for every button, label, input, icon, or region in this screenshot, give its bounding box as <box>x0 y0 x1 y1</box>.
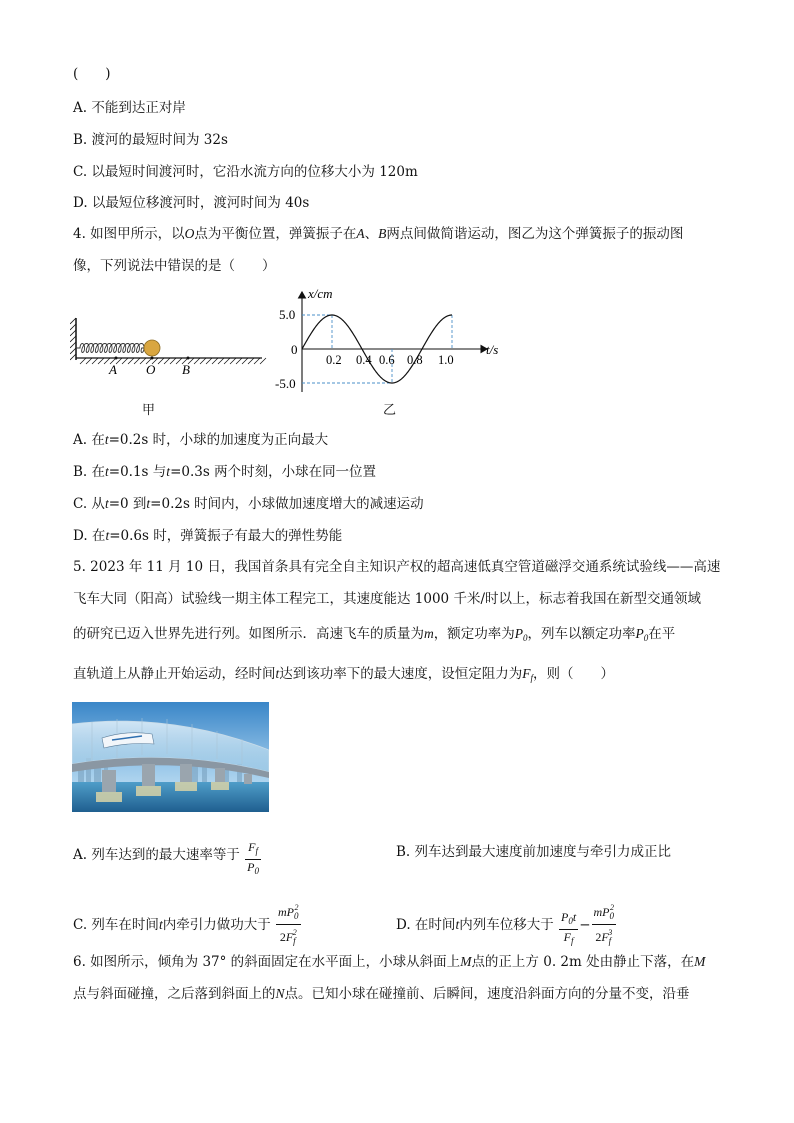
tick-label-0.8: 0.8 <box>407 353 423 367</box>
point-b <box>187 357 190 360</box>
q3-option-d: D. 以最短位移渡河时，渡河时间为 40s <box>73 195 310 211</box>
spring <box>76 344 144 353</box>
y-axis-label: x/cm <box>308 286 333 301</box>
tick-label-0.6: 0.6 <box>379 353 395 367</box>
label-b: B <box>182 362 190 377</box>
q5-stem-line2: 飞车大同（阳高）试验线一期主体工程完工，其速度能达 1000 千米/时以上，标志着我国在新型交通领域 <box>73 591 701 607</box>
wall-hatching <box>70 318 76 360</box>
origin-label: 0 <box>291 342 298 357</box>
q5-option-d: D. 在时间t内列车位移大于 $\frac{P_0t}{F_f}$ − $\frac{mP_0^2}{2F_f^3}$ <box>396 900 617 949</box>
figure-caption-jia: 甲 <box>142 403 156 418</box>
floor-hatching <box>80 358 266 364</box>
maglev-train-photo <box>72 702 269 812</box>
fraction-mp0sq-over-2ffsq: $\frac{mP_0^2}{2F_f^2}$ <box>276 900 301 949</box>
q5-stem-line3: 的研究已迈入世界先进行列。如图所示．高速飞车的质量为m，额定功率为$P_0$，列车以额定功率$P_0$在平 <box>73 626 676 643</box>
q3-option-b: B. 渡河的最短时间为 32s <box>73 132 228 148</box>
q4-option-a: A. 在t=0.2s 时，小球的加速度为正向最大 <box>73 432 329 448</box>
figure-caption-yi: 乙 <box>383 403 397 418</box>
label-a: A <box>109 362 117 377</box>
q5-stem-line1: 5. 2023 年 11 月 10 日，我国首条具有完全自主知识产权的超高速低真空管道磁浮交通系统试验线——高速 <box>73 559 721 575</box>
q4-option-b: B. 在t=0.1s 与t=0.3s 两个时刻，小球在同一位置 <box>73 464 377 480</box>
point-a <box>115 357 118 360</box>
q3-bracket: ( ) <box>73 66 111 82</box>
q4-option-c: C. 从t=0 到t=0.2s 时间内，小球做加速度增大的减速运动 <box>73 496 424 512</box>
point-o <box>151 357 154 360</box>
q4-stem-line1: 4. 如图甲所示，以O点为平衡位置，弹簧振子在A、B两点间做简谐运动，图乙为这个弹簧振子的振动图 <box>73 226 684 242</box>
tick-label-0.4: 0.4 <box>356 353 372 367</box>
q5-option-a: A. 列车达到的最大速率等于 $\frac{F_f}{P_0}$ <box>73 840 262 879</box>
q3-option-a: A. 不能到达正对岸 <box>73 100 186 116</box>
fraction-ff-over-p0: $\frac{F_f}{P_0}$ <box>247 840 259 876</box>
ball <box>144 340 160 356</box>
q5-option-b: B. 列车达到最大速度前加速度与牵引力成正比 <box>396 844 672 860</box>
tick-label-5: 5.0 <box>279 307 296 322</box>
tick-label-0.2: 0.2 <box>326 353 342 367</box>
q4-option-d: D. 在t=0.6s 时，弹簧振子有最大的弹性势能 <box>73 528 343 544</box>
vibration-graph <box>272 284 512 396</box>
tick-label-minus5: -5.0 <box>275 376 296 391</box>
spring-oscillator-figure <box>70 312 270 382</box>
x-axis-label: t/s <box>486 342 499 357</box>
q5-stem-line4: 直轨道上从静止开始运动，经时间t达到该功率下的最大速度，设恒定阻力为$F_f$，则（ ） <box>73 666 615 683</box>
tick-label-1.0: 1.0 <box>438 353 454 367</box>
q6-stem-line2: 点与斜面碰撞，之后落到斜面上的N点。已知小球在碰撞前、后瞬间，速度沿斜面方向的分量不变，沿垂 <box>73 986 690 1002</box>
q4-stem-line2: 像，下列说法中错误的是（ ） <box>73 258 276 274</box>
q5-option-c: C. 列车在时间t内牵引力做功大于 $\frac{mP_0^2}{2F_f^2}$ <box>73 900 302 949</box>
fraction-mp0sq-over-2ffcube: $\frac{mP_0^2}{2F_f^3}$ <box>592 900 617 949</box>
label-o: O <box>146 362 156 377</box>
fraction-p0t-over-ff: $\frac{P_0t}{F_f}$ <box>561 910 577 946</box>
q6-stem-line1: 6. 如图所示，倾角为 37° 的斜面固定在水平面上，小球从斜面上M点的正上方 0. 2m 处由静止下落，在M <box>73 954 706 970</box>
q3-option-c: C. 以最短时间渡河时，它沿水流方向的位移大小为 120m <box>73 164 418 180</box>
